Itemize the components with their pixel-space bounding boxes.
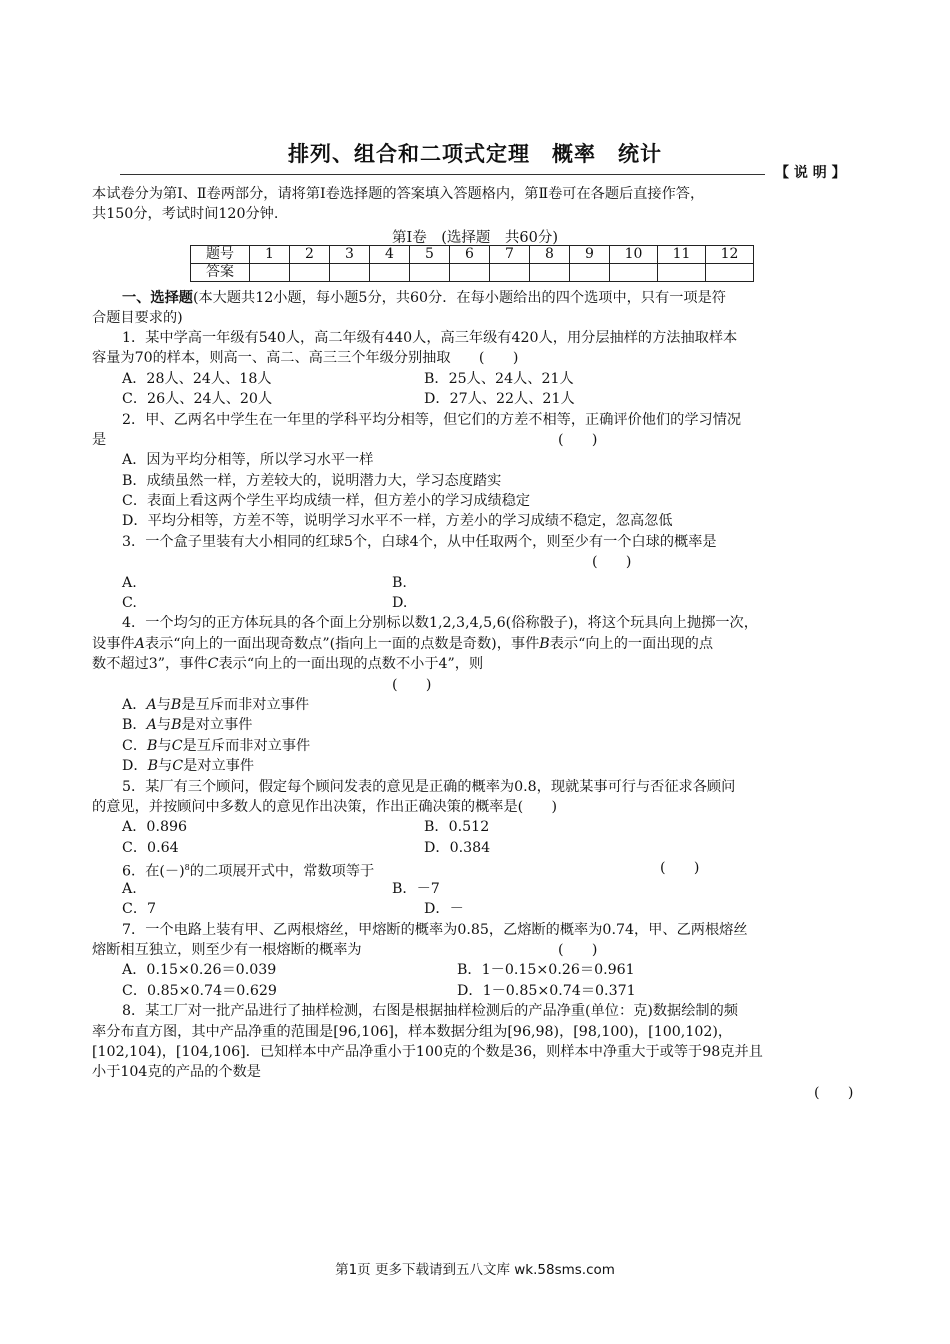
q4-line-1: 4．一个均匀的正方体玩具的各个面上分别标以数1,2,3,4,5,6(俗称骰子)，将这个玩具向上抛掷一次， [122, 615, 758, 631]
answer-table [190, 245, 754, 282]
table-cell: 6 [450, 246, 490, 264]
table-cell: 1 [250, 246, 290, 264]
q6-option-b: B．－7 [392, 881, 440, 897]
q1-option-b: B．25人、24人、21人 [424, 371, 574, 387]
answer-cell[interactable] [330, 264, 370, 282]
q7-option-d: D．1－0.85×0.74＝0.371 [457, 983, 636, 999]
answer-cell[interactable] [658, 264, 706, 282]
q5-option-c: C．0.64 [122, 840, 179, 856]
intro-line-1: 本试卷分为第Ⅰ、Ⅱ卷两部分，请将第Ⅰ卷选择题的答案填入答题格内，第Ⅱ卷可在各题后直接作答， [92, 186, 705, 202]
q8-line-4: 小于104克的产品的个数是 [92, 1064, 261, 1080]
q4-option-a: A．A与B是互斥而非对立事件 [122, 697, 310, 713]
q5-option-d: D．0.384 [424, 840, 491, 856]
q6-line-1: 6．在$(-)^8$的二项展开式中，常数项等于 [122, 863, 375, 880]
q3-answer-paren: ( ) [592, 554, 632, 570]
answer-cell[interactable] [450, 264, 490, 282]
q5-line-1: 5．某厂有三个顾问，假定每个顾问发表的意见是正确的概率为0.8，现就某事可行与否征求各顾问 [122, 779, 736, 795]
answer-cell[interactable] [570, 264, 610, 282]
q3-option-b: B. [392, 575, 407, 591]
answer-cell[interactable] [610, 264, 658, 282]
table-row [191, 264, 754, 282]
page-footer: 第1页 更多下载请到五八文库 wk.58sms.com [335, 1262, 615, 1278]
q8-answer-paren: ( ) [814, 1085, 854, 1101]
q4-line-2: 设事件A表示“向上的一面出现奇数点”(指向上一面的点数是奇数)，事件B表示“向上的一面出现的点 [92, 636, 714, 652]
q1-option-c: C．26人、24人、20人 [122, 391, 273, 407]
table-cell: 11 [658, 246, 706, 264]
q1-option-d: D．27人、22人、21人 [424, 391, 575, 407]
title-rule [120, 174, 765, 175]
q4-option-c: C．B与C是互斥而非对立事件 [122, 738, 311, 754]
q6-option-a: A. [122, 881, 137, 897]
q7-option-c: C．0.85×0.74＝0.629 [122, 983, 277, 999]
table-cell: 3 [330, 246, 370, 264]
q4-option-d: D．B与C是对立事件 [122, 758, 255, 774]
q2-option-b: B．成绩虽然一样，方差较大的，说明潜力大，学习态度踏实 [122, 473, 502, 489]
table-header-cell: 题号 [191, 246, 250, 264]
q3-line-1: 3．一个盒子里装有大小相同的红球5个，白球4个，从中任取两个，则至少有一个白球的概率是 [122, 534, 717, 550]
q2-answer-paren: ( ) [558, 432, 598, 448]
answer-cell[interactable] [490, 264, 530, 282]
q8-line-3: [102,104)，[104,106]．已知样本中产品净重小于100克的个数是36，则样本中净重大于或等于98克并且 [92, 1044, 763, 1060]
q1-line-1: 1．某中学高一年级有540人，高二年级有440人，高三年级有420人，用分层抽样的方法抽取样本 [122, 330, 738, 346]
part-heading: 第Ⅰ卷 (选择题 共60分) [392, 230, 558, 246]
table-header-cell: 答案 [191, 264, 250, 282]
page-title: 排列、组合和二项式定理 概率 统计 [288, 142, 662, 166]
q7-line-2: 熔断相互独立，则至少有一根熔断的概率为 [92, 942, 362, 958]
q7-option-a: A．0.15×0.26＝0.039 [122, 962, 277, 978]
q7-line-1: 7．一个电路上装有甲、乙两根熔丝，甲熔断的概率为0.85，乙熔断的概率为0.74，甲、乙两根熔丝 [122, 922, 748, 938]
q5-line-2: 的意见，并按顾问中多数人的意见作出决策，作出正确决策的概率是( ) [92, 799, 558, 815]
table-cell: 7 [490, 246, 530, 264]
q6-answer-paren: ( ) [660, 860, 700, 876]
q7-option-b: B．1－0.15×0.26＝0.961 [457, 962, 635, 978]
q3-option-c: C. [122, 595, 137, 611]
q7-answer-paren: ( ) [558, 942, 598, 958]
q4-answer-paren: ( ) [392, 677, 432, 693]
answer-cell[interactable] [410, 264, 450, 282]
answer-cell[interactable] [250, 264, 290, 282]
q3-option-a: A. [122, 575, 137, 591]
table-cell: 4 [370, 246, 410, 264]
section-desc: (本大题共12小题，每小题5分，共60分．在每小题给出的四个选项中，只有一项是符 [192, 290, 726, 306]
q1-option-a: A．28人、24人、18人 [122, 371, 272, 387]
table-cell: 5 [410, 246, 450, 264]
section-heading [122, 288, 726, 308]
q2-line-1: 2．甲、乙两名中学生在一年里的学科平均分相等，但它们的方差不相等，正确评价他们的学习情况 [122, 412, 742, 428]
q2-option-a: A．因为平均分相等，所以学习水平一样 [122, 452, 374, 468]
note-header: 【 说 明 】 [775, 165, 846, 181]
table-cell: 2 [290, 246, 330, 264]
q6-option-d: D．－ [424, 901, 464, 917]
q5-option-a: A．0.896 [122, 819, 188, 835]
q4-option-b: B．A与B是对立事件 [122, 717, 253, 733]
q3-option-d: D. [392, 595, 408, 611]
answer-cell[interactable] [290, 264, 330, 282]
table-row [191, 246, 754, 264]
q2-option-d: D．平均分相等，方差不等，说明学习水平不一样，方差小的学习成绩不稳定，忽高忽低 [122, 513, 673, 529]
q6-option-c: C．7 [122, 901, 157, 917]
q8-line-1: 8．某工厂对一批产品进行了抽样检测，右图是根据抽样检测后的产品净重(单位：克)数据绘制的频 [122, 1003, 738, 1019]
q8-line-2: 率分布直方图，其中产品净重的范围是[96,106]，样本数据分组为[96,98)，[98,100)，[100,102)， [92, 1024, 733, 1040]
table-cell: 10 [610, 246, 658, 264]
q5-option-b: B．0.512 [424, 819, 490, 835]
section-label: 一、选择题 [122, 290, 193, 306]
section-desc-2: 合题目要求的) [92, 310, 183, 326]
q2-option-c: C．表面上看这两个学生平均成绩一样，但方差小的学习成绩稳定 [122, 493, 531, 509]
q1-line-2: 容量为70的样本，则高一、高二、高三三个年级分别抽取 ( ) [92, 350, 519, 366]
q2-line-2: 是 [92, 432, 107, 448]
table-cell: 12 [706, 246, 754, 264]
table-cell: 9 [570, 246, 610, 264]
answer-cell[interactable] [370, 264, 410, 282]
q4-line-3: 数不超过3”，事件C表示“向上的一面出现的点数不小于4”，则 [92, 656, 484, 672]
table-cell: 8 [530, 246, 570, 264]
answer-cell[interactable] [706, 264, 754, 282]
answer-cell[interactable] [530, 264, 570, 282]
intro-line-2: 共150分，考试时间120分钟. [92, 206, 279, 222]
